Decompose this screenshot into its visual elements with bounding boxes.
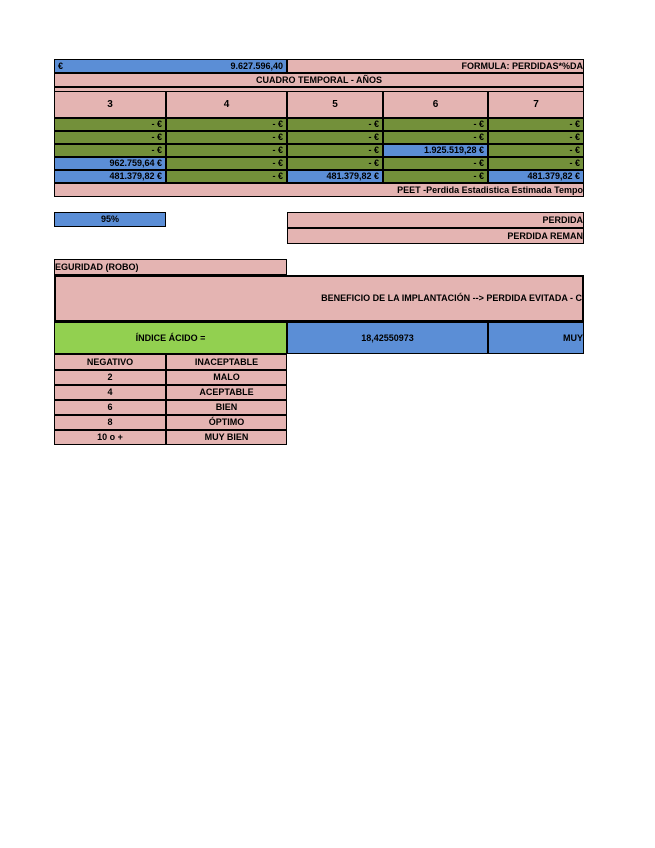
perdida-cell[interactable] — [287, 212, 584, 228]
scale-rating: BIEN — [215, 402, 238, 412]
year-header-5[interactable] — [287, 91, 383, 118]
percent-cell[interactable] — [54, 212, 166, 227]
scale-score: 4 — [107, 387, 113, 397]
data-cell[interactable] — [287, 131, 383, 144]
data-cell[interactable] — [166, 170, 287, 183]
acid-index-rating-cell[interactable] — [488, 322, 584, 354]
data-cell[interactable] — [287, 144, 383, 157]
scale-score: 6 — [107, 402, 113, 412]
scale-rating: MALO — [213, 372, 240, 382]
peet-label-cell[interactable] — [54, 183, 584, 197]
data-cell[interactable] — [166, 144, 287, 157]
perdida-remanente-label: PERDIDA REMAN — [507, 230, 583, 241]
data-cell-highlight[interactable] — [287, 170, 383, 183]
cell-value: 1.925.519,28 € — [423, 145, 484, 155]
scale-score: NEGATIVO — [86, 356, 134, 367]
scale-rating: MUY BIEN — [204, 432, 249, 442]
acid-index-rating: MUY — [563, 332, 583, 343]
benefit-title-cell[interactable] — [54, 275, 584, 322]
cell-value: - € — [569, 132, 580, 142]
cell-value: - € — [151, 145, 162, 155]
cell-value: - € — [272, 119, 283, 129]
cell-value: - € — [151, 132, 162, 142]
scale-score-cell[interactable] — [54, 370, 166, 385]
scale-rating: ÓPTIMO — [208, 417, 245, 427]
scale-score-cell[interactable] — [54, 385, 166, 400]
data-cell[interactable] — [383, 118, 488, 131]
data-cell[interactable] — [54, 118, 166, 131]
scale-score: 8 — [107, 417, 113, 427]
cell-value: - € — [151, 119, 162, 129]
data-cell[interactable] — [488, 144, 584, 157]
data-cell[interactable] — [488, 157, 584, 170]
scale-rating-cell[interactable] — [166, 370, 287, 385]
cell-value: - € — [368, 132, 379, 142]
cell-value: - € — [569, 158, 580, 168]
cell-value: - € — [473, 158, 484, 168]
cell-value: 481.379,82 € — [109, 171, 162, 181]
section-title: EGURIDAD (ROBO) — [55, 261, 139, 272]
data-cell-highlight[interactable] — [54, 157, 166, 170]
data-cell[interactable] — [383, 170, 488, 183]
formula-label: FORMULA: PERDIDAS*%DA — [461, 60, 583, 71]
data-cell-highlight[interactable] — [54, 170, 166, 183]
cell-value: - € — [569, 145, 580, 155]
temporal-title-cell[interactable] — [54, 73, 584, 87]
perdida-remanente-cell[interactable] — [287, 228, 584, 244]
total-value: 9.627.596,40 — [230, 60, 283, 71]
data-cell-highlight[interactable] — [383, 144, 488, 157]
cell-value: - € — [272, 171, 283, 181]
scale-score-cell[interactable] — [54, 430, 166, 445]
cell-value: 481.379,82 € — [527, 171, 580, 181]
scale-rating-cell[interactable] — [166, 430, 287, 445]
cell-value: - € — [473, 171, 484, 181]
year-header-4[interactable] — [166, 91, 287, 118]
year-label: 6 — [432, 98, 439, 110]
scale-rating: INACEPTABLE — [194, 356, 259, 367]
acid-index-label-cell[interactable] — [54, 322, 287, 354]
data-cell[interactable] — [287, 157, 383, 170]
year-label: 5 — [332, 98, 338, 110]
data-cell[interactable] — [488, 118, 584, 131]
perdida-label: PERDIDA — [542, 214, 583, 225]
scale-score-cell[interactable] — [54, 400, 166, 415]
cell-value: - € — [368, 145, 379, 155]
formula-label-cell[interactable] — [287, 59, 584, 73]
scale-rating-cell[interactable] — [166, 415, 287, 430]
data-cell[interactable] — [166, 131, 287, 144]
scale-score-cell[interactable] — [54, 354, 166, 370]
data-cell[interactable] — [383, 157, 488, 170]
year-label: 4 — [223, 98, 230, 110]
peet-label: PEET -Perdida Estadistica Estimada Tempo — [397, 184, 583, 195]
data-cell[interactable] — [383, 131, 488, 144]
currency-symbol: € — [58, 60, 64, 71]
cell-value: 962.759,64 € — [109, 158, 162, 168]
scale-score-cell[interactable] — [54, 415, 166, 430]
cell-value: - € — [569, 119, 580, 129]
cell-value: - € — [272, 132, 283, 142]
scale-rating-cell[interactable] — [166, 400, 287, 415]
cell-value: - € — [473, 132, 484, 142]
scale-score: 10 o + — [97, 432, 123, 442]
scale-score: 2 — [107, 372, 113, 382]
data-cell[interactable] — [54, 131, 166, 144]
cell-value: - € — [473, 119, 484, 129]
scale-rating-cell[interactable] — [166, 385, 287, 400]
data-cell[interactable] — [54, 144, 166, 157]
cell-value: - € — [272, 158, 283, 168]
cell-value: - € — [368, 119, 379, 129]
total-cell[interactable] — [54, 59, 287, 73]
year-header-6[interactable] — [383, 91, 488, 118]
data-cell-highlight[interactable] — [488, 170, 584, 183]
acid-index-value: 18,42550973 — [361, 332, 414, 343]
year-label: 7 — [533, 98, 539, 110]
acid-index-value-cell[interactable] — [287, 322, 488, 354]
cell-value: - € — [368, 158, 379, 168]
section-title-cell[interactable] — [54, 259, 287, 275]
scale-rating-cell[interactable] — [166, 354, 287, 370]
temporal-title: CUADRO TEMPORAL - AÑOS — [256, 74, 382, 85]
data-cell[interactable] — [166, 157, 287, 170]
data-cell[interactable] — [488, 131, 584, 144]
acid-index-label: ÍNDICE ÁCIDO = — [135, 332, 206, 343]
cell-value: 481.379,82 € — [326, 171, 379, 181]
data-cell[interactable] — [287, 118, 383, 131]
cell-value: - € — [272, 145, 283, 155]
year-header-3[interactable] — [54, 91, 166, 118]
year-header-7[interactable] — [488, 91, 584, 118]
data-cell[interactable] — [166, 118, 287, 131]
year-label: 3 — [107, 98, 113, 110]
scale-rating: ACEPTABLE — [199, 387, 254, 397]
percent-value: 95% — [100, 214, 119, 224]
benefit-title: BENEFICIO DE LA IMPLANTACIÓN --> PERDIDA EVITADA - C — [321, 293, 582, 303]
